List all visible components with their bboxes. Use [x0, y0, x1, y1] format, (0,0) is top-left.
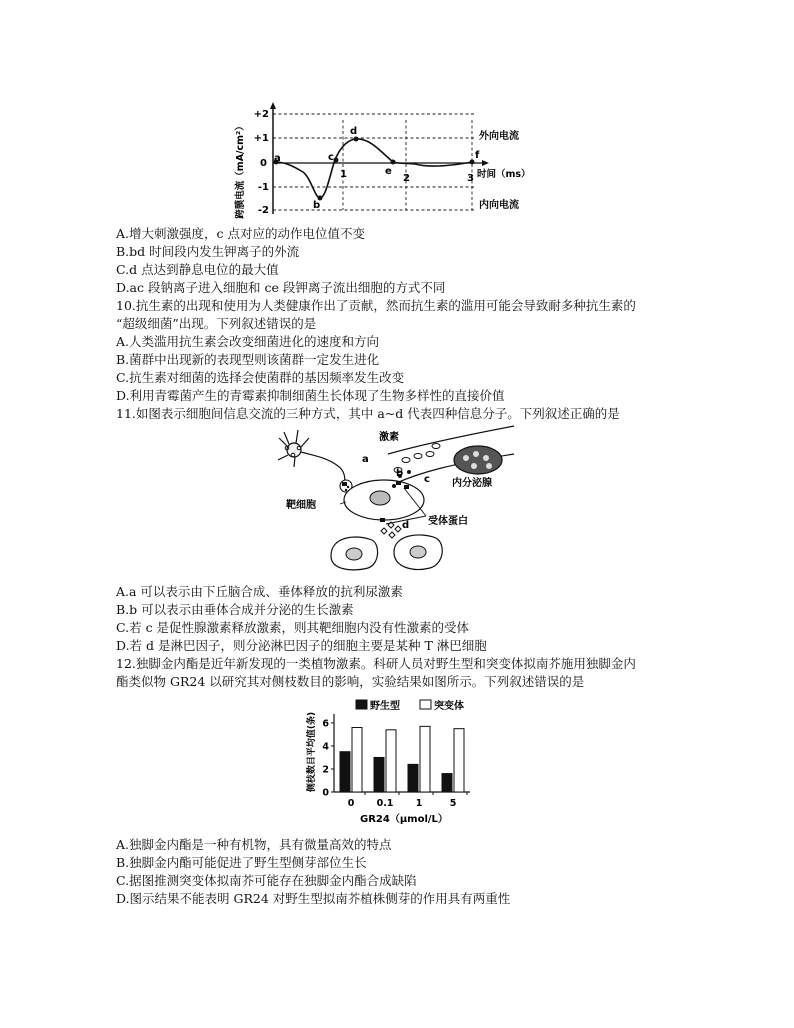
- fig2-label-b: b: [396, 468, 404, 479]
- chart-xlabel: GR24（μmol/L）: [360, 814, 448, 825]
- y-tick-label: 2: [322, 764, 329, 776]
- q10-stem-line2: “超级细菌”出现。下列叙述错误的是: [116, 316, 317, 331]
- fig1-ytick: -2: [257, 205, 269, 216]
- q9-option-b: B.bd 时间段内发生钾离子的外流: [116, 244, 300, 259]
- bar-mutant-1: [386, 730, 396, 792]
- bar-wild-type-2: [408, 764, 418, 792]
- bar-wild-type-0: [340, 752, 350, 792]
- y-tick-label: 0: [322, 787, 329, 799]
- fig2-label-target: 靶细胞: [286, 500, 316, 511]
- q12-option-a: A.独脚金内酯是一种有机物，具有微量高效的特点: [116, 837, 392, 852]
- q12-stem-line2: 酯类似物 GR24 以研究其对侧枝数目的影响，实验结果如图所示。下列叙述错误的是: [116, 674, 585, 689]
- bar-mutant-0: [352, 728, 362, 792]
- fig1-label-c: c: [328, 152, 334, 163]
- fig1-point-c: [334, 158, 339, 163]
- q10-option-b: B.菌群中出现新的表现型则该菌群一定发生进化: [116, 352, 380, 367]
- fig1-label-d: d: [350, 126, 358, 137]
- q10-stem-line1: 10.抗生素的出现和使用为人类健康作出了贡献，然而抗生素的滥用可能会导致耐多种抗生素的: [116, 298, 636, 313]
- q12-option-d: D.图示结果不能表明 GR24 对野生型拟南芥植株侧芽的作用具有两重性: [116, 891, 511, 906]
- bar-wild-type-1: [374, 757, 384, 792]
- q11-option-d: D.若 d 是淋巴因子，则分泌淋巴因子的细胞主要是某种 T 淋巴细胞: [116, 638, 487, 653]
- membrane-current-figure: [225, 100, 545, 225]
- fig1-ytick: +1: [253, 133, 269, 144]
- fig2-label-hormone: 激素: [379, 432, 399, 443]
- q9-option-a: A.增大刺激强度，c 点对应的动作电位值不变: [116, 226, 365, 241]
- gr24-bar-chart: [300, 694, 510, 830]
- fig1-label-b: b: [313, 200, 321, 211]
- fig1-label-inward: 内向电流: [479, 200, 519, 211]
- y-tick-label: 4: [322, 741, 329, 753]
- q10-option-d: D.利用青霉菌产生的青霉素抑制细菌生长体现了生物多样性的直接价值: [116, 388, 505, 403]
- q9-option-d: D.ac 段钠离子进入细胞和 ce 段钾离子流出细胞的方式不同: [116, 280, 446, 295]
- fig2-label-receptor: 受体蛋白: [428, 516, 468, 527]
- fig1-ylabel: 跨膜电流（mA/cm²）: [235, 121, 246, 219]
- x-tick-label: 5: [449, 798, 457, 809]
- fig1-xtick: 1: [340, 169, 347, 180]
- q10-option-c: C.抗生素对细菌的选择会使菌群的基因频率发生改变: [116, 370, 405, 385]
- x-tick-label: 1: [415, 798, 423, 809]
- bar-mutant-2: [420, 726, 430, 792]
- fig1-point-f: [470, 160, 475, 165]
- fig1-label-f: f: [475, 150, 480, 161]
- q12-option-c: C.据图推测突变体拟南芥可能存在独脚金内酯合成缺陷: [116, 873, 417, 888]
- fig2-label-c: c: [424, 474, 430, 485]
- legend-mutant: 突变体: [434, 701, 464, 712]
- fig1-point-d: [354, 137, 359, 142]
- q12-stem-line1: 12.独脚金内酯是近年新发现的一类植物激素。科研人员对野生型和突变体拟南芥施用独脚金内: [116, 656, 636, 671]
- q11-option-b: B.b 可以表示由垂体合成并分泌的生长激素: [116, 602, 354, 617]
- q11-stem: 11.如图表示细胞间信息交流的三种方式，其中 a~d 代表四种信息分子。下列叙述正确的是: [116, 406, 620, 421]
- x-tick-label: 0.1: [376, 798, 394, 809]
- fig1-xlabel: 时间（ms）: [477, 169, 531, 180]
- bar-mutant-3: [454, 729, 464, 792]
- fig1-label-e: e: [385, 166, 392, 177]
- fig1-ytick: -1: [257, 182, 269, 193]
- q9-option-c: C.d 点达到静息电位的最大值: [116, 262, 279, 277]
- fig1-point-e: [391, 160, 396, 165]
- fig2-label-d: d: [402, 520, 410, 531]
- membrane-current-curve: [275, 139, 472, 198]
- y-tick-label: 6: [322, 718, 329, 730]
- fig1-ytick: +2: [253, 109, 269, 120]
- cell-signaling-figure: [276, 424, 516, 572]
- fig2-label-a: a: [362, 454, 369, 465]
- fig1-xtick: 2: [403, 173, 410, 184]
- q11-option-a: A.a 可以表示由下丘脑合成、垂体释放的抗利尿激素: [116, 584, 403, 599]
- fig1-label-a: a: [274, 153, 281, 164]
- chart-ylabel: 侧枝数目平均值(条): [307, 711, 317, 793]
- x-tick-label: 0: [347, 798, 355, 809]
- fig2-label-gland: 内分泌腺: [452, 478, 492, 489]
- legend-wild-type: 野生型: [370, 701, 400, 712]
- q10-option-a: A.人类滥用抗生素会改变细菌进化的速度和方向: [116, 334, 380, 349]
- bar-wild-type-3: [442, 774, 452, 792]
- fig1-xtick: 3: [467, 173, 474, 184]
- q12-option-b: B.独脚金内酯可能促进了野生型侧芽部位生长: [116, 855, 367, 870]
- q11-option-c: C.若 c 是促性腺激素释放激素，则其靶细胞内没有性激素的受体: [116, 620, 470, 635]
- fig1-ytick: 0: [260, 158, 267, 169]
- fig1-label-outward: 外向电流: [479, 131, 519, 142]
